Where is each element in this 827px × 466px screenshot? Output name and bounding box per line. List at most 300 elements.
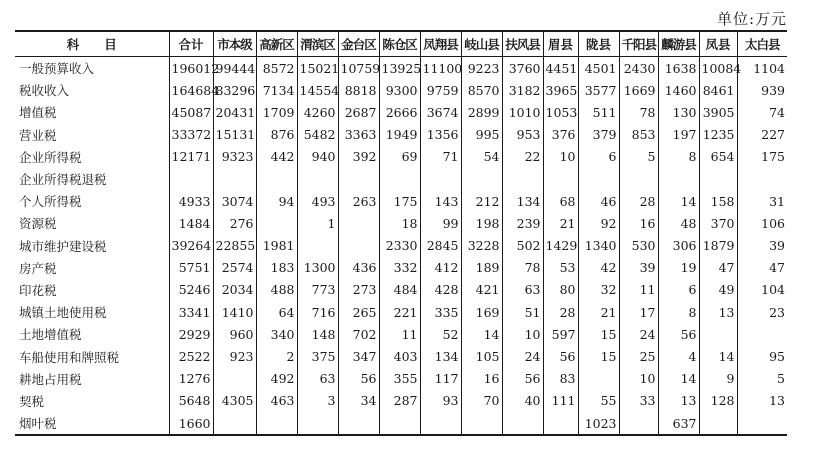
table-cell: 197 (658, 124, 699, 146)
table-cell: 9759 (420, 79, 461, 101)
table-row (15, 390, 787, 412)
table-cell (169, 168, 213, 190)
table-cell: 15 (578, 345, 619, 367)
table-cell: 7134 (256, 79, 297, 101)
table-cell: 8 (658, 301, 699, 323)
tax-revenue-table (15, 30, 787, 436)
table-cell: 9300 (379, 79, 420, 101)
row-label: 耕地占用税 (19, 371, 82, 387)
table-cell: 1429 (543, 235, 578, 257)
table-cell (699, 323, 737, 345)
table-cell: 212 (461, 190, 502, 212)
table-cell: 1460 (658, 79, 699, 101)
table-cell: 953 (502, 124, 543, 146)
table-cell: 45087 (169, 101, 213, 123)
table-cell: 2929 (169, 323, 213, 345)
table-cell: 1410 (213, 301, 256, 323)
table-cell (737, 168, 787, 190)
table-cell (297, 168, 338, 190)
table-cell (420, 168, 461, 190)
table-cell: 3965 (543, 79, 578, 101)
table-cell (578, 368, 619, 390)
table-cell (502, 412, 543, 435)
table-cell: 56 (658, 323, 699, 345)
table-cell: 3674 (420, 101, 461, 123)
table-cell (737, 323, 787, 345)
table-cell: 2687 (338, 101, 379, 123)
table-cell: 51 (502, 301, 543, 323)
header-col: 陈仓区 (379, 31, 420, 57)
table-cell: 80 (543, 279, 578, 301)
table-cell: 99444 (213, 57, 256, 80)
table-cell: 11 (379, 323, 420, 345)
table-cell: 853 (619, 124, 658, 146)
table-cell: 597 (543, 323, 578, 345)
table-cell: 20431 (213, 101, 256, 123)
table-cell (256, 168, 297, 190)
table-cell: 5751 (169, 257, 213, 279)
table-cell: 9223 (461, 57, 502, 80)
table-cell: 148 (297, 323, 338, 345)
table-cell: 17 (619, 301, 658, 323)
table-body (15, 57, 787, 436)
table-cell: 2522 (169, 345, 213, 367)
table-cell: 14554 (297, 79, 338, 101)
header-col: 眉县 (543, 31, 578, 57)
table-cell (379, 412, 420, 435)
table-cell: 1300 (297, 257, 338, 279)
table-cell: 335 (420, 301, 461, 323)
table-cell: 5482 (297, 124, 338, 146)
table-cell: 5 (619, 146, 658, 168)
table-cell: 287 (379, 390, 420, 412)
table-cell: 78 (619, 101, 658, 123)
table-cell: 39 (619, 257, 658, 279)
table-row (15, 190, 787, 212)
table-cell (256, 212, 297, 234)
table-cell: 49 (699, 279, 737, 301)
table-cell: 8572 (256, 57, 297, 80)
table-cell (543, 412, 578, 435)
table-cell: 10 (543, 146, 578, 168)
table-cell: 63 (502, 279, 543, 301)
table-cell: 134 (420, 345, 461, 367)
table-cell: 347 (338, 345, 379, 367)
row-label: 房产税 (19, 260, 57, 276)
row-label: 车船使用和牌照税 (19, 349, 120, 365)
table-cell: 306 (658, 235, 699, 257)
table-cell: 3363 (338, 124, 379, 146)
table-cell: 47 (737, 257, 787, 279)
row-label: 个人所得税 (19, 194, 82, 210)
table-cell: 14 (658, 368, 699, 390)
table-cell: 1356 (420, 124, 461, 146)
table-cell (213, 168, 256, 190)
header-col: 凤县 (699, 31, 737, 57)
table-cell: 33 (619, 390, 658, 412)
table-cell: 3 (297, 390, 338, 412)
table-cell: 117 (420, 368, 461, 390)
table-row (15, 235, 787, 257)
header-col-total: 合计 (169, 31, 213, 57)
table-cell: 24 (619, 323, 658, 345)
table-cell (338, 235, 379, 257)
table-cell (338, 412, 379, 435)
table-cell: 13 (699, 301, 737, 323)
table-cell: 923 (213, 345, 256, 367)
table-row (15, 168, 787, 190)
row-label: 印花税 (19, 282, 57, 298)
header-col: 金台区 (338, 31, 379, 57)
table-cell: 78 (502, 257, 543, 279)
table-cell: 2574 (213, 257, 256, 279)
table-cell: 111 (543, 390, 578, 412)
table-cell: 16 (619, 212, 658, 234)
table-cell: 263 (338, 190, 379, 212)
table-cell: 2899 (461, 101, 502, 123)
table-cell: 93 (420, 390, 461, 412)
table-cell: 8570 (461, 79, 502, 101)
table-cell: 5648 (169, 390, 213, 412)
table-cell: 42 (578, 257, 619, 279)
table-cell: 1010 (502, 101, 543, 123)
table-cell: 10 (619, 368, 658, 390)
row-label: 税收收入 (19, 83, 70, 99)
table-cell: 375 (297, 345, 338, 367)
table-cell: 995 (461, 124, 502, 146)
table-cell: 8 (658, 146, 699, 168)
table-cell: 4933 (169, 190, 213, 212)
table-cell: 25 (619, 345, 658, 367)
table-cell: 1660 (169, 412, 213, 435)
table-cell: 939 (737, 79, 787, 101)
table-cell: 273 (338, 279, 379, 301)
table-cell: 4451 (543, 57, 578, 80)
table-row (15, 57, 787, 80)
table-cell: 442 (256, 146, 297, 168)
table-cell: 64 (256, 301, 297, 323)
table-cell: 2330 (379, 235, 420, 257)
table-cell: 654 (699, 146, 737, 168)
table-cell (338, 168, 379, 190)
table-row (15, 345, 787, 367)
table-cell: 106 (737, 212, 787, 234)
table-cell: 143 (420, 190, 461, 212)
table-cell: 158 (699, 190, 737, 212)
table-cell: 9323 (213, 146, 256, 168)
table-cell: 1981 (256, 235, 297, 257)
table-cell: 63 (297, 368, 338, 390)
table-cell: 511 (578, 101, 619, 123)
table-cell: 6 (658, 279, 699, 301)
table-cell: 83296 (213, 79, 256, 101)
row-label: 资源税 (19, 216, 57, 232)
table-cell: 773 (297, 279, 338, 301)
row-label: 增值税 (19, 105, 57, 121)
row-label: 企业所得税退税 (19, 172, 107, 188)
table-cell: 183 (256, 257, 297, 279)
table-row (15, 79, 787, 101)
table-cell: 436 (338, 257, 379, 279)
table-cell: 5 (737, 368, 787, 390)
table-cell: 428 (420, 279, 461, 301)
table-row (15, 212, 787, 234)
table-cell (420, 412, 461, 435)
table-cell: 5246 (169, 279, 213, 301)
table-cell: 11 (619, 279, 658, 301)
table-cell: 56 (338, 368, 379, 390)
table-cell: 376 (543, 124, 578, 146)
table-cell: 48 (658, 212, 699, 234)
header-col: 麟游县 (658, 31, 699, 57)
table-cell: 1276 (169, 368, 213, 390)
table-cell: 198 (461, 212, 502, 234)
header-col: 扶风县 (502, 31, 543, 57)
table-cell: 3577 (578, 79, 619, 101)
table-cell: 18 (379, 212, 420, 234)
table-cell: 11100 (420, 57, 461, 80)
table-cell: 716 (297, 301, 338, 323)
table-cell: 21 (578, 301, 619, 323)
table-cell: 33372 (169, 124, 213, 146)
table-cell: 104 (737, 279, 787, 301)
table-cell (699, 412, 737, 435)
table-cell: 13 (658, 390, 699, 412)
table-cell: 637 (658, 412, 699, 435)
table-cell: 1104 (737, 57, 787, 80)
table-cell: 3182 (502, 79, 543, 101)
table-cell: 15021 (297, 57, 338, 80)
table-cell: 9 (699, 368, 737, 390)
table-cell: 2666 (379, 101, 420, 123)
table-cell: 130 (658, 101, 699, 123)
table-cell: 19 (658, 257, 699, 279)
header-col: 太白县 (737, 31, 787, 57)
table-cell: 22855 (213, 235, 256, 257)
table-cell: 10759 (338, 57, 379, 80)
header-col: 高新区 (256, 31, 297, 57)
header-col: 岐山县 (461, 31, 502, 57)
table-cell: 52 (420, 323, 461, 345)
table-cell (297, 235, 338, 257)
table-cell: 39 (737, 235, 787, 257)
table-cell (461, 412, 502, 435)
table-cell: 31 (737, 190, 787, 212)
table-cell: 56 (502, 368, 543, 390)
row-label: 营业税 (19, 127, 57, 143)
row-label: 城市维护建设税 (19, 238, 107, 254)
table-cell: 3228 (461, 235, 502, 257)
table-cell: 28 (619, 190, 658, 212)
table-row (15, 146, 787, 168)
table-cell (699, 168, 737, 190)
table-cell: 13 (737, 390, 787, 412)
table-cell: 55 (578, 390, 619, 412)
table-cell: 340 (256, 323, 297, 345)
row-label: 土地增值税 (19, 327, 82, 343)
table-cell: 392 (338, 146, 379, 168)
table-cell: 14 (699, 345, 737, 367)
table-cell: 355 (379, 368, 420, 390)
table-cell (502, 168, 543, 190)
table-cell (658, 168, 699, 190)
table-cell: 702 (338, 323, 379, 345)
row-label: 企业所得税 (19, 149, 82, 165)
header-col: 陇县 (578, 31, 619, 57)
table-cell: 12171 (169, 146, 213, 168)
table-cell: 40 (502, 390, 543, 412)
table-cell: 47 (699, 257, 737, 279)
table-cell: 370 (699, 212, 737, 234)
table-cell: 10084 (699, 57, 737, 80)
table-row (15, 257, 787, 279)
table-row (15, 412, 787, 435)
table-row (15, 368, 787, 390)
table-cell: 105 (461, 345, 502, 367)
table-cell: 53 (543, 257, 578, 279)
table-cell (619, 168, 658, 190)
row-label: 一般预算收入 (19, 61, 95, 77)
table-cell (461, 168, 502, 190)
table-cell: 175 (379, 190, 420, 212)
table-cell: 196012 (169, 57, 213, 80)
table-cell: 1879 (699, 235, 737, 257)
table-cell: 21 (543, 212, 578, 234)
table-cell: 492 (256, 368, 297, 390)
header-col: 渭滨区 (297, 31, 338, 57)
table-cell: 530 (619, 235, 658, 257)
table-cell: 32 (578, 279, 619, 301)
table-cell: 2034 (213, 279, 256, 301)
table-cell: 56 (543, 345, 578, 367)
table-cell: 4 (658, 345, 699, 367)
table-cell: 1235 (699, 124, 737, 146)
table-cell: 1949 (379, 124, 420, 146)
table-cell: 1638 (658, 57, 699, 80)
table-cell: 15 (578, 323, 619, 345)
table-cell: 34 (338, 390, 379, 412)
table-cell: 22 (502, 146, 543, 168)
table-cell: 169 (461, 301, 502, 323)
table-cell: 4260 (297, 101, 338, 123)
header-col: 千阳县 (619, 31, 658, 57)
table-cell: 2845 (420, 235, 461, 257)
table-cell: 10 (502, 323, 543, 345)
header-row (15, 31, 787, 57)
table-cell: 95 (737, 345, 787, 367)
table-cell: 39264 (169, 235, 213, 257)
table-cell: 493 (297, 190, 338, 212)
table-cell: 3074 (213, 190, 256, 212)
table-cell: 164684 (169, 79, 213, 101)
table-cell: 69 (379, 146, 420, 168)
table-cell: 54 (461, 146, 502, 168)
table-cell: 92 (578, 212, 619, 234)
table-row (15, 124, 787, 146)
table-cell: 1340 (578, 235, 619, 257)
table-cell: 940 (297, 146, 338, 168)
table-cell: 1484 (169, 212, 213, 234)
table-cell (297, 412, 338, 435)
table-row (15, 323, 787, 345)
row-label: 城镇土地使用税 (19, 305, 107, 321)
row-label: 烟叶税 (15, 412, 169, 435)
table-row (15, 101, 787, 123)
table-cell: 15131 (213, 124, 256, 146)
table-cell: 68 (543, 190, 578, 212)
table-cell: 412 (420, 257, 461, 279)
table-cell: 83 (543, 368, 578, 390)
table-cell: 3905 (699, 101, 737, 123)
table-cell: 94 (256, 190, 297, 212)
table-cell: 24 (502, 345, 543, 367)
table-cell: 8461 (699, 79, 737, 101)
table-cell: 134 (502, 190, 543, 212)
table-cell: 276 (213, 212, 256, 234)
table-cell: 332 (379, 257, 420, 279)
table-cell: 4305 (213, 390, 256, 412)
table-cell (338, 212, 379, 234)
table-cell: 265 (338, 301, 379, 323)
table-cell (213, 368, 256, 390)
table-cell: 488 (256, 279, 297, 301)
table-cell (379, 168, 420, 190)
table-cell: 99 (420, 212, 461, 234)
table-cell: 1 (297, 212, 338, 234)
table-cell: 14 (658, 190, 699, 212)
table-cell (737, 412, 787, 435)
table-row (15, 279, 787, 301)
table-cell: 484 (379, 279, 420, 301)
table-cell: 2430 (619, 57, 658, 80)
table-cell: 403 (379, 345, 420, 367)
table-cell: 463 (256, 390, 297, 412)
table-cell: 876 (256, 124, 297, 146)
table-row (15, 301, 787, 323)
table-cell: 70 (461, 390, 502, 412)
table-cell: 28 (543, 301, 578, 323)
table-cell (213, 412, 256, 435)
table-cell: 1709 (256, 101, 297, 123)
table-cell (619, 412, 658, 435)
header-col: 市本级 (213, 31, 256, 57)
header-subject: 科 目 (15, 31, 169, 57)
table-cell: 3341 (169, 301, 213, 323)
table-cell: 4501 (578, 57, 619, 80)
table-cell: 379 (578, 124, 619, 146)
table-cell: 502 (502, 235, 543, 257)
table-cell: 16 (461, 368, 502, 390)
table-cell: 175 (737, 146, 787, 168)
table-cell: 128 (699, 390, 737, 412)
table-cell: 14 (461, 323, 502, 345)
table-cell (543, 168, 578, 190)
header-col: 凤翔县 (420, 31, 461, 57)
table-cell: 13925 (379, 57, 420, 80)
table-cell: 3760 (502, 57, 543, 80)
table-cell: 23 (737, 301, 787, 323)
unit-label: 单位:万元 (716, 10, 787, 28)
table-cell (256, 412, 297, 435)
table-cell: 1669 (619, 79, 658, 101)
table-cell: 189 (461, 257, 502, 279)
row-label: 契税 (19, 393, 45, 409)
table-cell: 6 (578, 146, 619, 168)
table-cell: 421 (461, 279, 502, 301)
table-cell: 74 (737, 101, 787, 123)
table-cell (578, 168, 619, 190)
table-cell: 1053 (543, 101, 578, 123)
